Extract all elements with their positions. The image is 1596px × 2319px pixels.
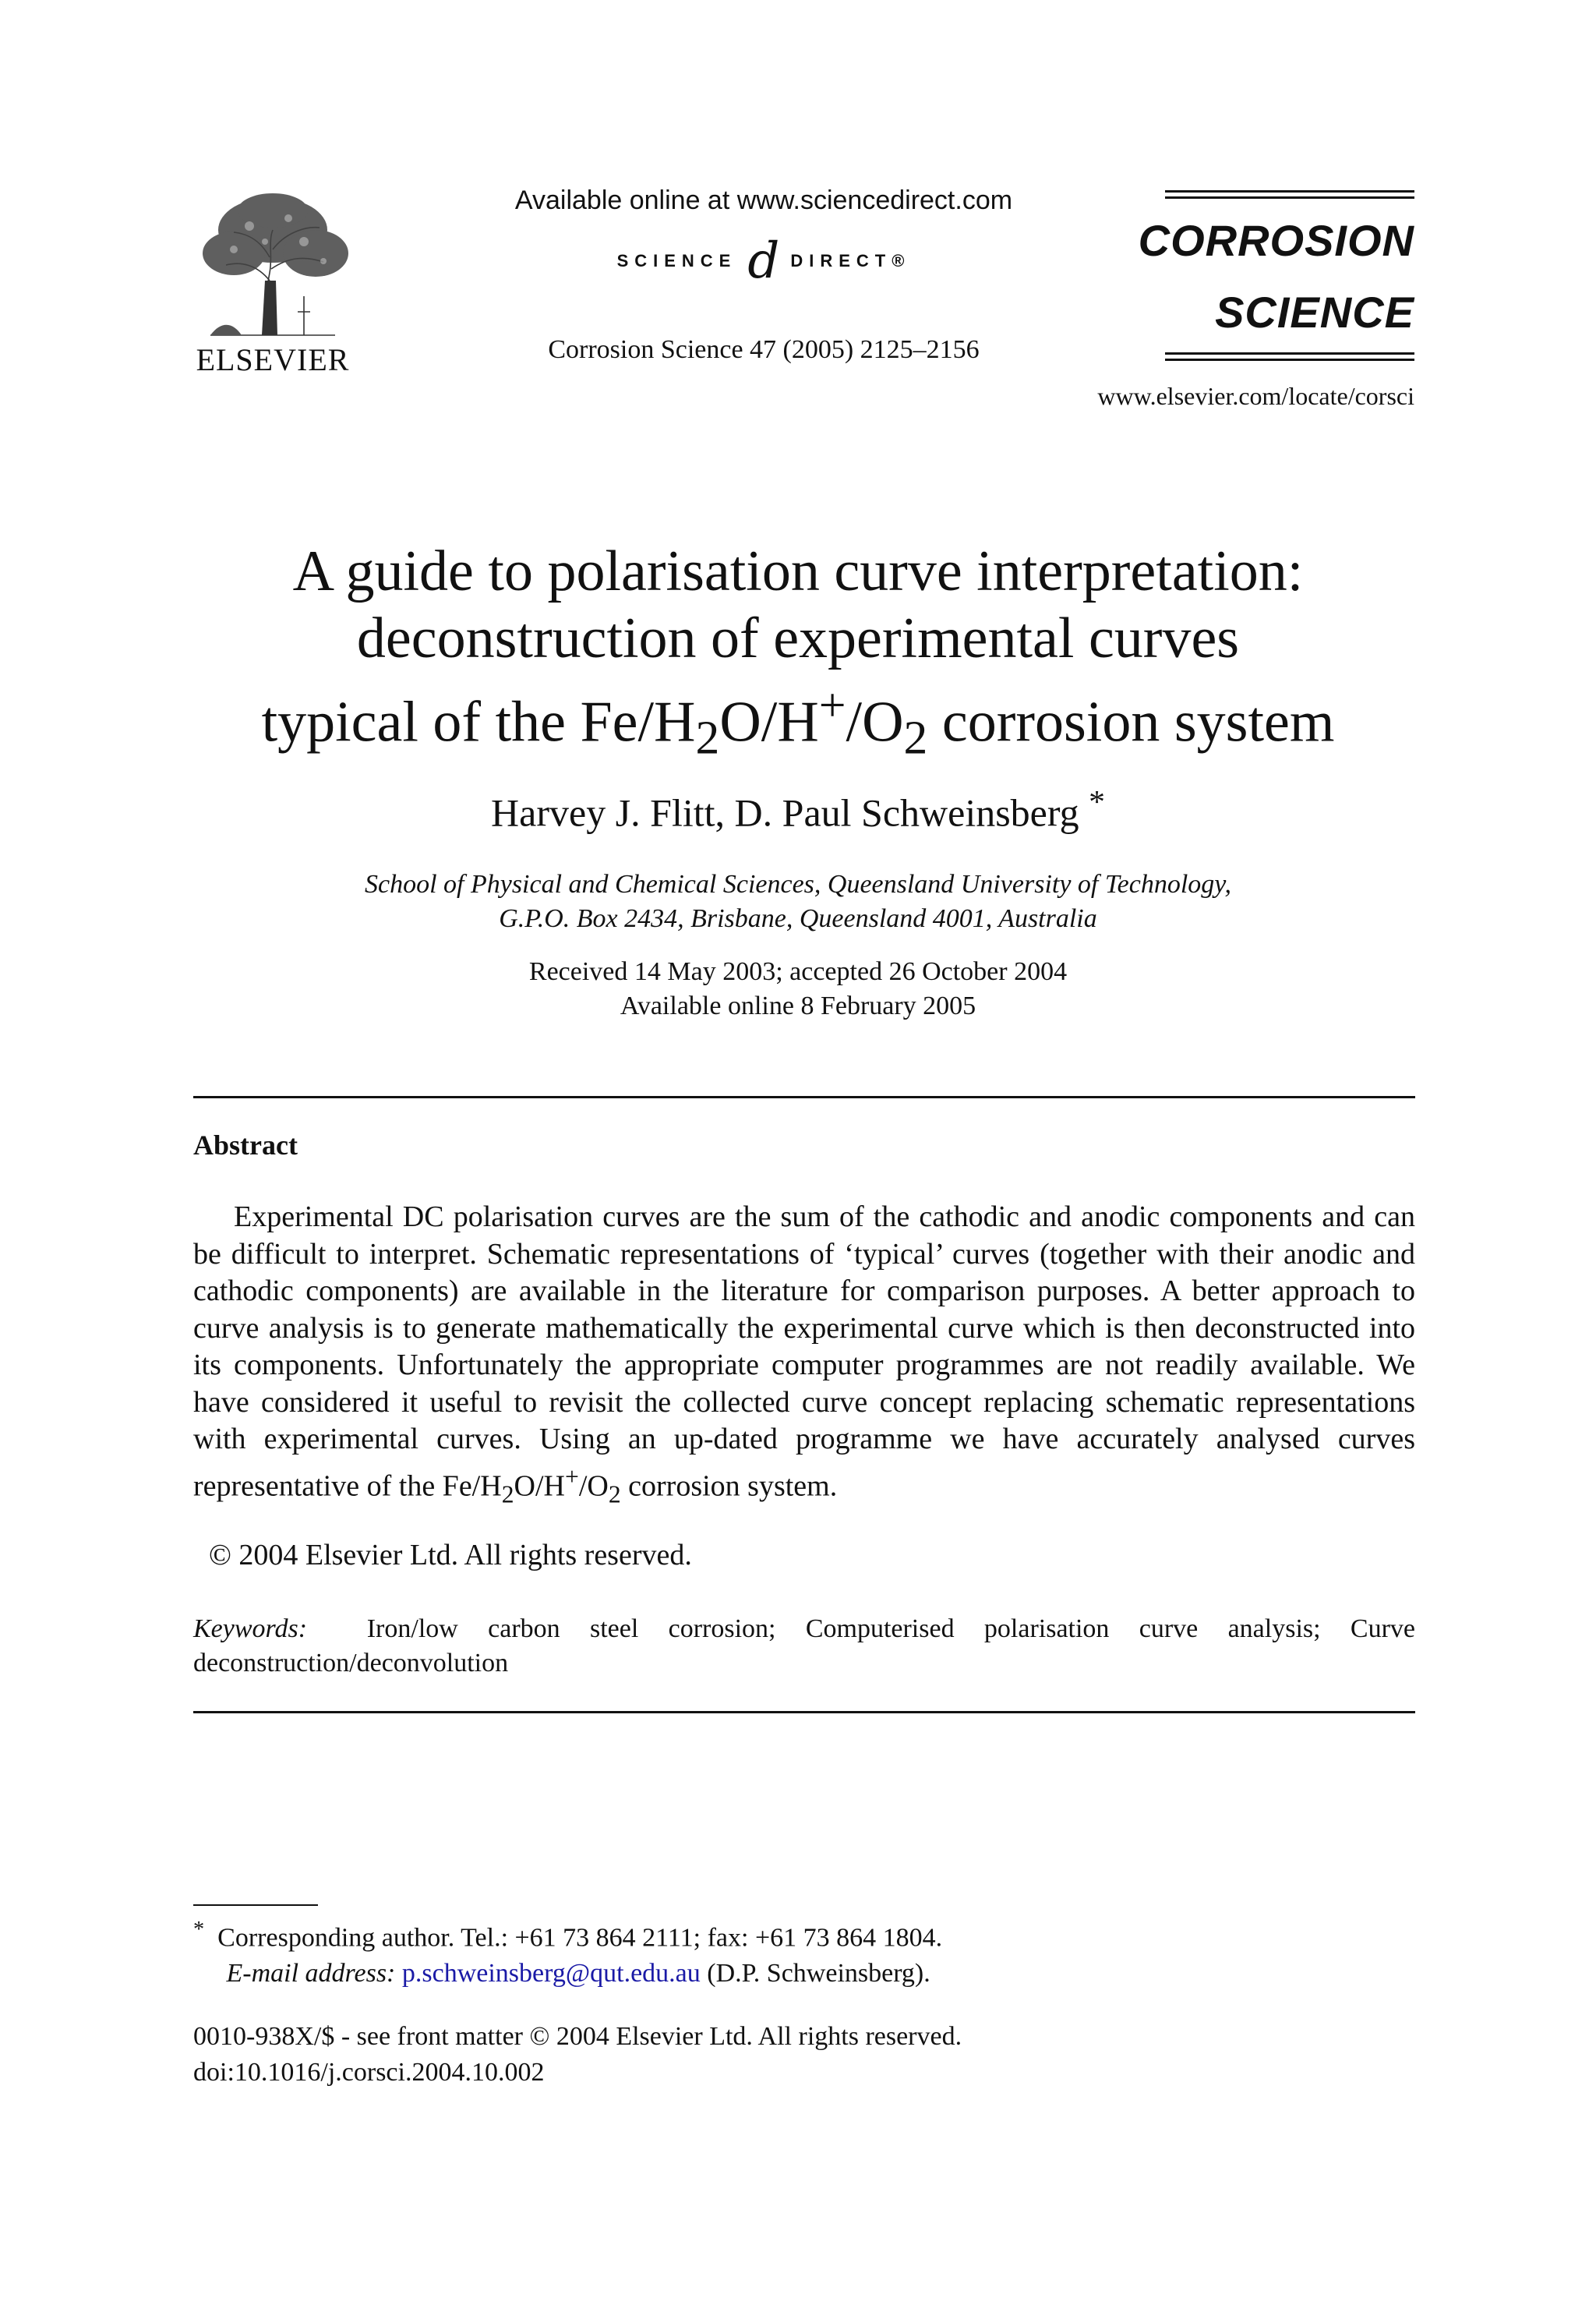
footnote-email-line [193, 1956, 1415, 1992]
keywords-label: Keywords: [193, 1614, 308, 1643]
doi-line[interactable]: doi:10.1016/j.corsci.2004.10.002 [193, 2058, 545, 2087]
author-names: Harvey J. Flitt, D. Paul Schweinsberg [491, 790, 1079, 835]
journal-citation: Corrosion Science 47 (2005) 2125–2156 [548, 335, 980, 364]
abstract-text: O/H [514, 1469, 565, 1503]
available-date: Available online 8 February 2005 [620, 992, 976, 1020]
title-superscript: + [818, 679, 846, 732]
abstract-text: /O [578, 1469, 609, 1503]
title-text: corrosion system [927, 690, 1335, 755]
journal-title-line1: CORROSION [1138, 216, 1414, 265]
sciencedirect-right: DIRECT® [790, 251, 911, 270]
divider-bottom [193, 1711, 1415, 1713]
received-date: Received 14 May 2003; accepted 26 October 2004 [528, 957, 1068, 986]
title-text: /O [846, 690, 904, 755]
abstract-body [193, 1199, 1415, 1512]
sciencedirect-logo [483, 234, 1044, 288]
publisher-logo-text: ELSEVIER [196, 342, 350, 377]
footnote-mark: * [193, 1918, 205, 1942]
elsevier-tree-icon [187, 187, 358, 355]
article-title [156, 538, 1440, 771]
journal-rule-bottom-2 [1165, 359, 1414, 361]
email-suffix: (D.P. Schweinsberg). [707, 1959, 930, 1988]
title-text: O/H [719, 690, 819, 755]
divider-top [193, 1096, 1415, 1098]
journal-rule-bottom [1165, 352, 1414, 355]
issn-line: 0010-938X/$ - see front matter © 2004 Elsevier Ltd. All rights reserved. [193, 2022, 962, 2051]
abstract-heading: Abstract [193, 1129, 298, 1161]
journal-logo [1138, 190, 1414, 369]
footnote [193, 1912, 1415, 1992]
abstract-text: corrosion system. [620, 1469, 838, 1503]
title-line-2: deconstruction of experimental curves [356, 606, 1240, 670]
affiliation-line-2: G.P.O. Box 2434, Brisbane, Queensland 4001, Australia [499, 904, 1097, 933]
footnote-contact: Corresponding author. Tel.: +61 73 864 2111; fax: +61 73 864 1804. [217, 1923, 943, 1953]
abstract-subscript: 2 [608, 1479, 621, 1508]
keywords-text: Iron/low carbon steel corrosion; Computerised polarisation curve analysis; Curve deconstruction/deconvolution [193, 1614, 1415, 1677]
elsevier-logo [187, 187, 358, 377]
journal-title-line2: SCIENCE [1215, 288, 1414, 337]
footnote-contact-line [193, 1912, 1415, 1956]
article-dates [156, 955, 1440, 1023]
email-link[interactable]: p.schweinsberg@qut.edu.au [401, 1959, 701, 1988]
abstract-text: Experimental DC polarisation curves are the sum of the cathodic and anodic components and can be difficult to interpret. Schematic representations of ‘typical’ curves (together with their anodic and cathodic components) are available in the literature for comparison purposes. A better approach to curve analysis is to generate mathematically the experimental curve which is then deconstructed into its components. Unfortunately the appropriate computer programmes are not readily available. We have considered it useful to revisit the collected curve concept replacing schematic representations with experimental curves. Using an up-dated programme we have accurately analysed curves representative of the Fe/H [193, 1200, 1415, 1503]
journal-url: www.elsevier.com/locate/corsci [1097, 382, 1414, 410]
authors [156, 783, 1440, 836]
title-subscript: 2 [903, 711, 928, 765]
abstract-superscript: + [564, 1462, 579, 1490]
title-subscript: 2 [695, 711, 720, 765]
footnote-rule [193, 1904, 318, 1906]
affiliation-line-1: School of Physical and Chemical Sciences, Queensland University of Technology, [364, 870, 1232, 899]
keywords [193, 1612, 1415, 1681]
abstract-subscript: 2 [501, 1479, 514, 1508]
available-online: Available online at www.sciencedirect.com [514, 186, 1013, 215]
title-line-1: A guide to polarisation curve interpretation: [292, 539, 1304, 603]
corresponding-author-mark[interactable]: * [1089, 784, 1105, 820]
email-label: E-mail address: [226, 1959, 396, 1988]
footer [193, 2019, 1415, 2091]
title-line-3 [156, 672, 1440, 771]
abstract-copyright: © 2004 Elsevier Ltd. All rights reserved. [209, 1539, 692, 1571]
affiliation [156, 868, 1440, 936]
title-text: typical of the Fe/H [261, 690, 696, 755]
sciencedirect-left: SCIENCE [616, 251, 737, 270]
journal-rule-top-2 [1165, 196, 1414, 199]
sciencedirect-mark: d [747, 232, 780, 290]
journal-rule-top [1165, 190, 1414, 193]
